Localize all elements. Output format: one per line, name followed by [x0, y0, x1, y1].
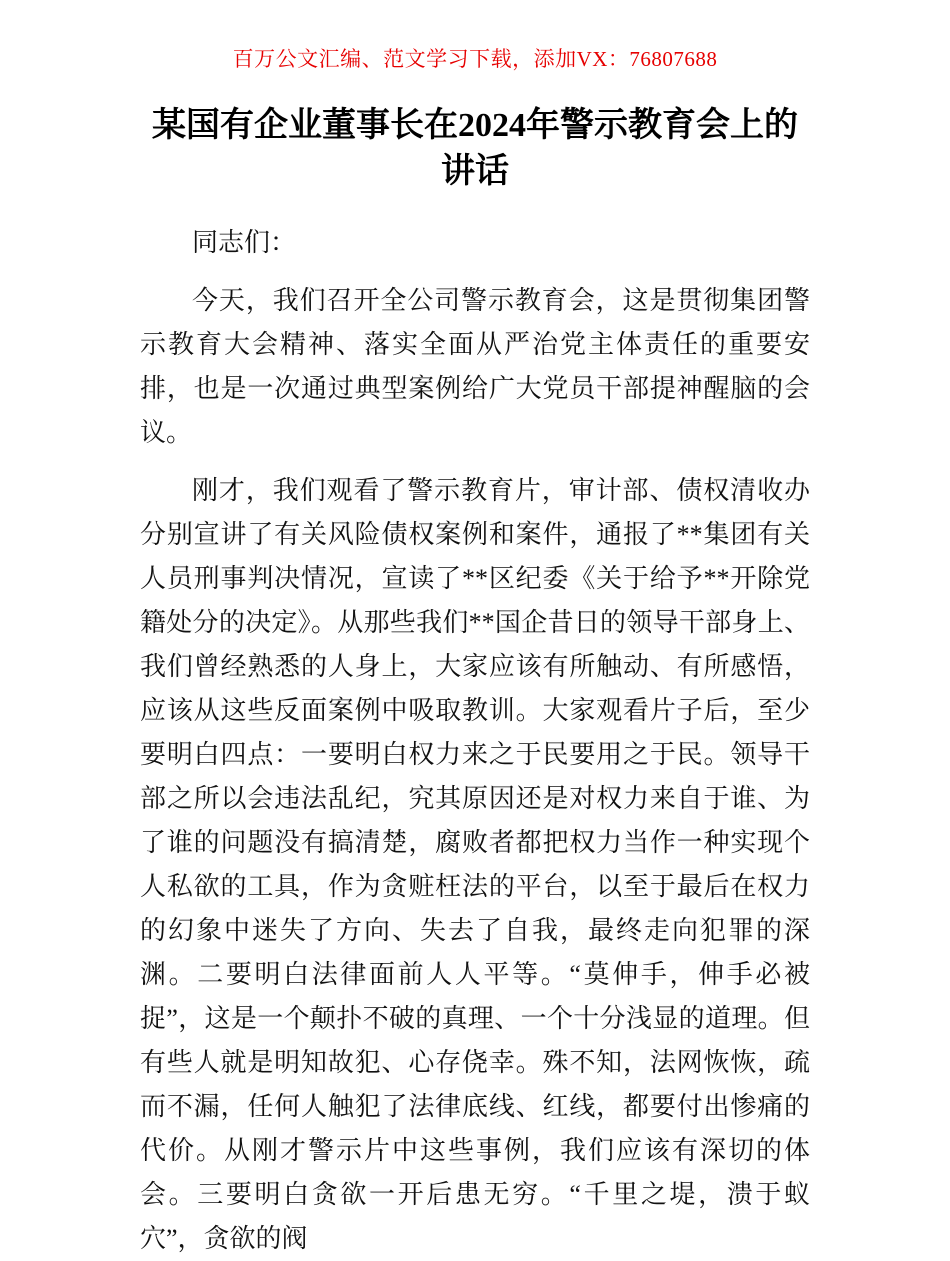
- document-body: [140, 221, 810, 1261]
- document-title: 某国有企业董事长在2024年警示教育会上的讲话: [152, 107, 798, 191]
- paragraph-opening: 今天，我们召开全公司警示教育会，这是贯彻集团警示教育大会精神、落实全面从严治党主体责任的重要安排，也是一次通过典型案例给广大党员干部提神醒脑的会议。: [140, 286, 810, 448]
- header-notice: 百万公文汇编、范文学习下载，添加VX：76807688: [232, 47, 718, 71]
- paragraph-main: 刚才，我们观看了警示教育片，审计部、债权清收办分别宣讲了有关风险债权案例和案件，通报了**集团有关人员刑事判决情况，宣读了**区纪委《关于给予**开除党籍处分的决定》。从那些我们**国企昔日的领导干部身上、我们曾经熟悉的人身上，大家应该有所触动、有所感悟，应该从这些反面案例中吸取教训。大家观看片子后，至少要明白四点：一要明白权力来之于民要用之于民。领导干部之所以会违法乱纪，究其原因还是对权力来自于谁、为了谁的问题没有搞清楚，腐败者都把权力当作一种实现个人私欲的工具，作为贪赃枉法的平台，以至于最后在权力的幻象中迷失了方向、失去了自我，最终走向犯罪的深渊。二要明白法律面前人人平等。“莫伸手，伸手必被捉”，这是一个颠扑不破的真理、一个十分浅显的道理。但有些人就是明知故犯、心存侥幸。殊不知，法网恢恢，疏而不漏，任何人触犯了法律底线、红线，都要付出惨痛的代价。从刚才警示片中这些事例，我们应该有深切的体会。三要明白贪欲一开后患无穷。“千里之堤，溃于蚁穴”，贪欲的阀: [140, 476, 810, 1254]
- paragraph-salutation: 同志们：: [192, 228, 297, 258]
